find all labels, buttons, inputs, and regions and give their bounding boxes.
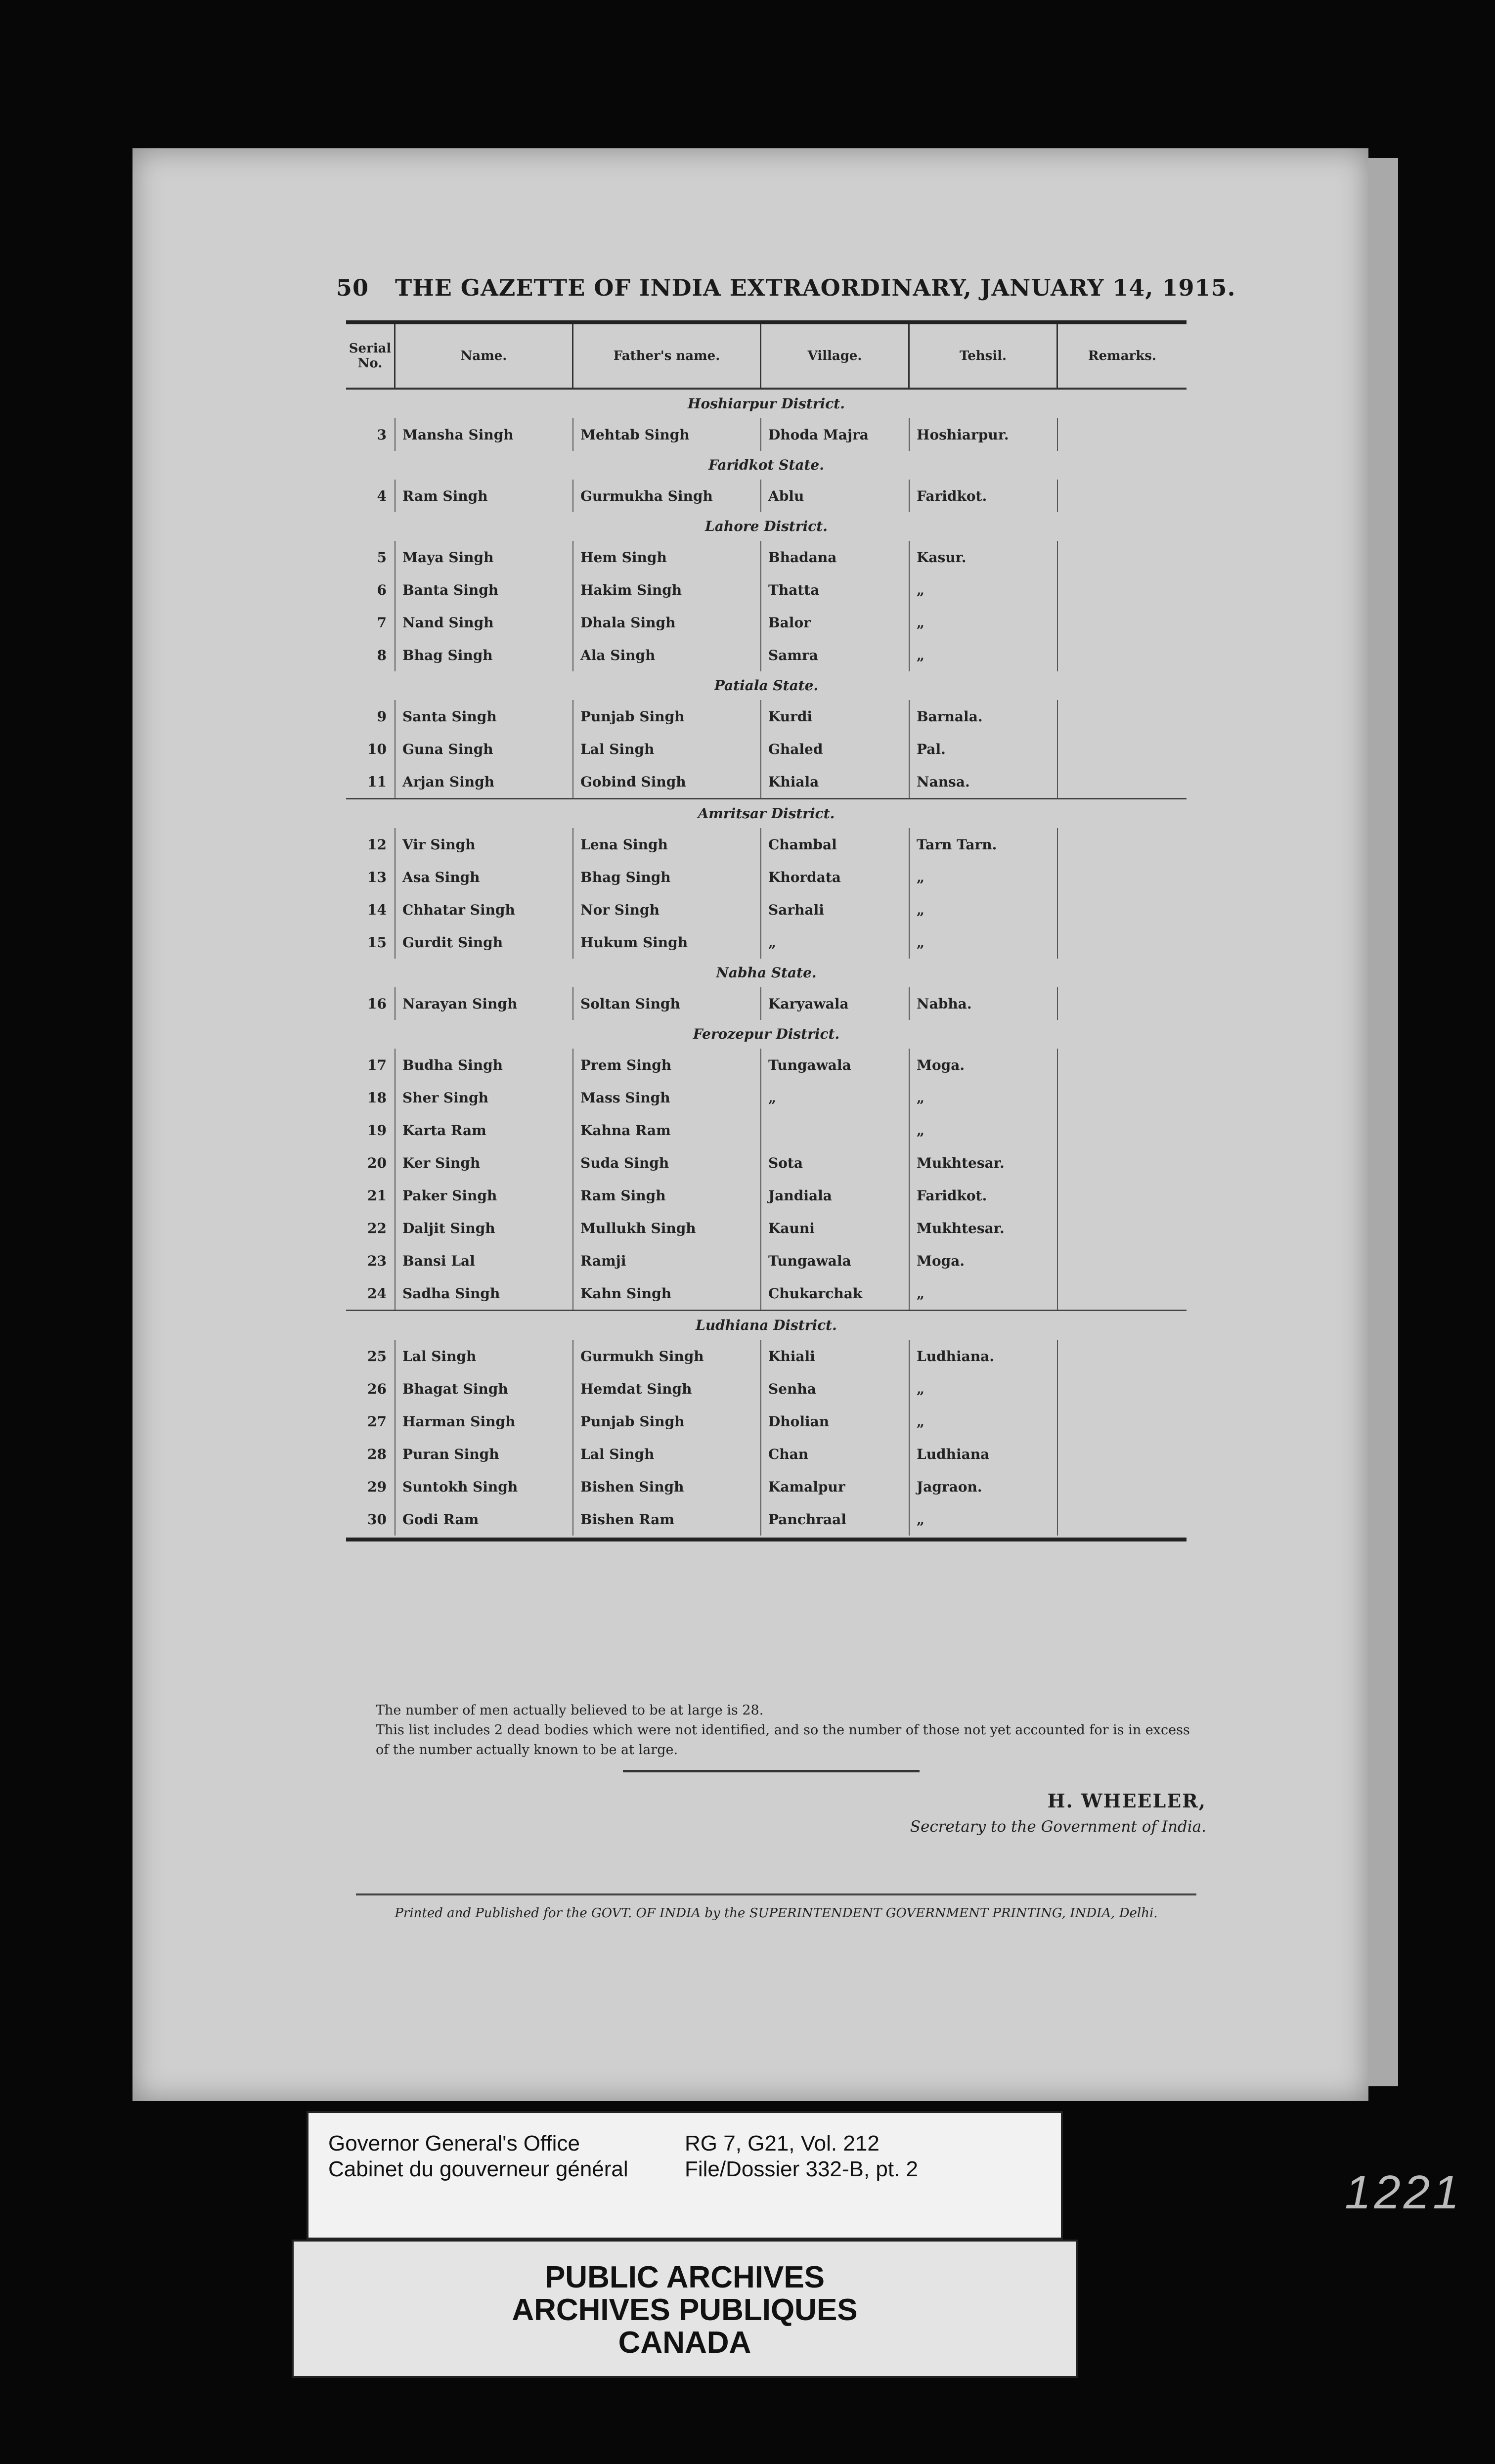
cell-remarks <box>1058 480 1187 512</box>
cell-tehsil: „ <box>910 1405 1058 1438</box>
cell-name: Chhatar Singh <box>396 893 573 926</box>
cell-father: Mass Singh <box>573 1081 761 1114</box>
cell-tehsil: Barnala. <box>910 700 1058 733</box>
cell-serial: 7 <box>346 606 396 639</box>
table-row <box>346 1212 1187 1244</box>
cell-father: Hem Singh <box>573 541 761 573</box>
table-row <box>346 541 1187 573</box>
cell-village: Kamalpur <box>761 1470 910 1503</box>
table-row <box>346 1277 1187 1310</box>
cell-village: Senha <box>761 1372 910 1405</box>
cell-father: Ram Singh <box>573 1179 761 1212</box>
col-serial: Serial No. <box>346 324 396 388</box>
cell-tehsil: „ <box>910 893 1058 926</box>
cell-tehsil: Mukhtesar. <box>910 1212 1058 1244</box>
note-at-large: The number of men actually believed to be at large is 28. <box>376 1703 764 1718</box>
cell-remarks <box>1058 1114 1187 1146</box>
table-row <box>346 861 1187 893</box>
cell-tehsil: „ <box>910 573 1058 606</box>
cell-tehsil: Tarn Tarn. <box>910 828 1058 861</box>
table-row <box>346 1049 1187 1081</box>
cell-serial: 10 <box>346 733 396 765</box>
cell-name: Godi Ram <box>396 1503 573 1536</box>
cell-serial: 29 <box>346 1470 396 1503</box>
table-row <box>346 700 1187 733</box>
cell-serial: 4 <box>346 480 396 512</box>
cell-name: Asa Singh <box>396 861 573 893</box>
cell-village: Thatta <box>761 573 910 606</box>
cell-name: Sadha Singh <box>396 1277 573 1310</box>
cell-village: Khiala <box>761 765 910 798</box>
table-row <box>346 1372 1187 1405</box>
stamp-line-en: PUBLIC ARCHIVES <box>544 2260 825 2294</box>
cell-name: Karta Ram <box>396 1114 573 1146</box>
table-row <box>346 828 1187 861</box>
cell-serial: 16 <box>346 987 396 1020</box>
table-row <box>346 1114 1187 1146</box>
cell-serial: 25 <box>346 1340 396 1372</box>
cell-tehsil: Mukhtesar. <box>910 1146 1058 1179</box>
cell-name: Gurdit Singh <box>396 926 573 959</box>
cell-serial: 12 <box>346 828 396 861</box>
cell-serial: 24 <box>346 1277 396 1310</box>
cell-father: Gurmukha Singh <box>573 480 761 512</box>
col-village: Village. <box>761 324 910 388</box>
cell-village: „ <box>761 1081 910 1114</box>
cell-serial: 6 <box>346 573 396 606</box>
cell-remarks <box>1058 1340 1187 1372</box>
signatory-title: Secretary to the Government of India. <box>910 1818 1206 1836</box>
cell-father: Lal Singh <box>573 733 761 765</box>
cell-remarks <box>1058 1244 1187 1277</box>
cell-serial: 22 <box>346 1212 396 1244</box>
cell-village: Chambal <box>761 828 910 861</box>
cell-serial: 15 <box>346 926 396 959</box>
cell-tehsil: Pal. <box>910 733 1058 765</box>
signatory-name: H. WHEELER, <box>1047 1790 1206 1812</box>
cell-village: Samra <box>761 639 910 671</box>
cell-name: Harman Singh <box>396 1405 573 1438</box>
cell-remarks <box>1058 639 1187 671</box>
signature-rule <box>623 1770 920 1772</box>
cell-name: Daljit Singh <box>396 1212 573 1244</box>
cell-village: Khordata <box>761 861 910 893</box>
casualty-table <box>346 320 1187 1541</box>
col-father: Father's name. <box>573 324 761 388</box>
cell-father: Nor Singh <box>573 893 761 926</box>
cell-village: Karyawala <box>761 987 910 1020</box>
cell-name: Suntokh Singh <box>396 1470 573 1503</box>
cell-name: Santa Singh <box>396 700 573 733</box>
cell-name: Ram Singh <box>396 480 573 512</box>
cell-remarks <box>1058 1049 1187 1081</box>
cell-village <box>761 1114 910 1146</box>
cell-remarks <box>1058 418 1187 451</box>
cell-village: Ghaled <box>761 733 910 765</box>
cell-remarks <box>1058 1212 1187 1244</box>
cell-tehsil: „ <box>910 606 1058 639</box>
signature-block <box>870 1790 1206 1836</box>
cell-remarks <box>1058 1277 1187 1310</box>
section-heading: Hoshiarpur District. <box>688 396 845 412</box>
page-edge <box>1368 158 1398 2086</box>
section-heading: Patiala State. <box>714 677 819 694</box>
cell-tehsil: Moga. <box>910 1244 1058 1277</box>
cell-father: Punjab Singh <box>573 700 761 733</box>
section-heading: Ludhiana District. <box>696 1317 837 1333</box>
cell-remarks <box>1058 606 1187 639</box>
cell-serial: 14 <box>346 893 396 926</box>
cell-father: Bishen Singh <box>573 1470 761 1503</box>
cell-father: Mehtab Singh <box>573 418 761 451</box>
cell-village: Sarhali <box>761 893 910 926</box>
table-row <box>346 1179 1187 1212</box>
cell-father: Bhag Singh <box>573 861 761 893</box>
gazette-title: THE GAZETTE OF INDIA EXTRAORDINARY, JANUARY 14, 1915. <box>395 274 1236 301</box>
table-header-row <box>346 324 1187 390</box>
file-dossier-ref: File/Dossier 332-B, pt. 2 <box>685 2157 918 2181</box>
microfilm-frame-number: 1221 <box>1345 2166 1462 2219</box>
col-remarks: Remarks. <box>1088 349 1156 363</box>
table-row <box>346 893 1187 926</box>
cell-remarks <box>1058 1179 1187 1212</box>
cell-serial: 11 <box>346 765 396 798</box>
cell-tehsil: „ <box>910 861 1058 893</box>
cell-name: Ker Singh <box>396 1146 573 1179</box>
col-tehsil: Tehsil. <box>910 324 1058 388</box>
cell-serial: 5 <box>346 541 396 573</box>
cell-tehsil: Kasur. <box>910 541 1058 573</box>
cell-village: Jandiala <box>761 1179 910 1212</box>
cell-village: Chukarchak <box>761 1277 910 1310</box>
cell-tehsil: „ <box>910 1114 1058 1146</box>
cell-village: Kurdi <box>761 700 910 733</box>
cell-remarks <box>1058 733 1187 765</box>
cell-remarks <box>1058 541 1187 573</box>
cell-serial: 8 <box>346 639 396 671</box>
section-heading: Nabha State. <box>716 965 817 981</box>
table-row <box>346 926 1187 959</box>
cell-tehsil: Nabha. <box>910 987 1058 1020</box>
cell-father: Gobind Singh <box>573 765 761 798</box>
table-row <box>346 1244 1187 1277</box>
cell-father: Hakim Singh <box>573 573 761 606</box>
cell-tehsil: Nansa. <box>910 765 1058 798</box>
cell-village: Panchraal <box>761 1503 910 1536</box>
cell-name: Bhag Singh <box>396 639 573 671</box>
office-english: Governor General's Office <box>328 2131 580 2156</box>
printer-imprint: Printed and Published for the GOVT. OF INDIA by the SUPERINTENDENT GOVERNMENT PRINTING, INDIA, Delhi. <box>395 1906 1158 1921</box>
cell-name: Sher Singh <box>396 1081 573 1114</box>
cell-village: Tungawala <box>761 1049 910 1081</box>
cell-name: Mansha Singh <box>396 418 573 451</box>
cell-tehsil: Ludhiana <box>910 1438 1058 1470</box>
table-row <box>346 480 1187 512</box>
cell-tehsil: Ludhiana. <box>910 1340 1058 1372</box>
cell-father: Prem Singh <box>573 1049 761 1081</box>
cell-father: Ramji <box>573 1244 761 1277</box>
cell-father: Mullukh Singh <box>573 1212 761 1244</box>
cell-serial: 23 <box>346 1244 396 1277</box>
stamp-line-country: CANADA <box>618 2326 751 2360</box>
cell-tehsil: Faridkot. <box>910 480 1058 512</box>
table-row <box>346 606 1187 639</box>
cell-serial: 19 <box>346 1114 396 1146</box>
cell-remarks <box>1058 1146 1187 1179</box>
cell-serial: 26 <box>346 1372 396 1405</box>
cell-remarks <box>1058 1405 1187 1438</box>
section-heading: Lahore District. <box>705 518 828 534</box>
cell-father: Kahna Ram <box>573 1114 761 1146</box>
cell-serial: 18 <box>346 1081 396 1114</box>
cell-name: Budha Singh <box>396 1049 573 1081</box>
table-bottom-rule <box>346 1538 1187 1541</box>
cell-remarks <box>1058 1503 1187 1536</box>
section-heading: Ferozepur District. <box>693 1026 840 1042</box>
cell-remarks <box>1058 765 1187 798</box>
cell-remarks <box>1058 1438 1187 1470</box>
cell-tehsil: „ <box>910 1372 1058 1405</box>
cell-serial: 13 <box>346 861 396 893</box>
cell-tehsil: Moga. <box>910 1049 1058 1081</box>
cell-tehsil: „ <box>910 926 1058 959</box>
cell-tehsil: „ <box>910 1081 1058 1114</box>
cell-father: Punjab Singh <box>573 1405 761 1438</box>
section-heading: Faridkot State. <box>708 457 824 473</box>
cell-village: Balor <box>761 606 910 639</box>
table-row <box>346 987 1187 1020</box>
footnotes <box>376 1701 1196 1760</box>
cell-name: Vir Singh <box>396 828 573 861</box>
table-row <box>346 1438 1187 1470</box>
cell-father: Lena Singh <box>573 828 761 861</box>
table-row <box>346 418 1187 451</box>
cell-father: Suda Singh <box>573 1146 761 1179</box>
cell-name: Arjan Singh <box>396 765 573 798</box>
cell-name: Lal Singh <box>396 1340 573 1372</box>
table-row <box>346 1503 1187 1536</box>
table-row <box>346 1470 1187 1503</box>
note-dead-bodies: This list includes 2 dead bodies which were not identified, and so the number of those not yet accounted for is in excess of the number actually known to be at large. <box>376 1722 1190 1758</box>
stamp-line-fr: ARCHIVES PUBLIQUES <box>512 2293 858 2327</box>
table-row <box>346 733 1187 765</box>
cell-serial: 3 <box>346 418 396 451</box>
cell-serial: 9 <box>346 700 396 733</box>
cell-name: Nand Singh <box>396 606 573 639</box>
cell-remarks <box>1058 987 1187 1020</box>
cell-tehsil: Faridkot. <box>910 1179 1058 1212</box>
cell-name: Maya Singh <box>396 541 573 573</box>
cell-father: Hukum Singh <box>573 926 761 959</box>
cell-remarks <box>1058 573 1187 606</box>
cell-tehsil: „ <box>910 639 1058 671</box>
imprint-rule <box>356 1893 1196 1895</box>
cell-name: Narayan Singh <box>396 987 573 1020</box>
table-row <box>346 573 1187 606</box>
cell-tehsil: „ <box>910 1277 1058 1310</box>
cell-tehsil: Jagraon. <box>910 1470 1058 1503</box>
cell-village: „ <box>761 926 910 959</box>
cell-father: Soltan Singh <box>573 987 761 1020</box>
section-heading: Amritsar District. <box>698 805 835 822</box>
cell-name: Banta Singh <box>396 573 573 606</box>
cell-serial: 20 <box>346 1146 396 1179</box>
cell-remarks <box>1058 893 1187 926</box>
cell-name: Bansi Lal <box>396 1244 573 1277</box>
cell-father: Hemdat Singh <box>573 1372 761 1405</box>
cell-serial: 21 <box>346 1179 396 1212</box>
cell-father: Kahn Singh <box>573 1277 761 1310</box>
cell-father: Dhala Singh <box>573 606 761 639</box>
page-number: 50 <box>336 274 369 301</box>
archives-stamp <box>292 2240 1078 2378</box>
cell-father: Lal Singh <box>573 1438 761 1470</box>
cell-name: Guna Singh <box>396 733 573 765</box>
cell-serial: 28 <box>346 1438 396 1470</box>
record-group-ref: RG 7, G21, Vol. 212 <box>685 2131 879 2156</box>
page-header <box>336 274 1236 301</box>
cell-village: Khiali <box>761 1340 910 1372</box>
cell-tehsil: „ <box>910 1503 1058 1536</box>
cell-village: Dholian <box>761 1405 910 1438</box>
table-row <box>346 1081 1187 1114</box>
cell-remarks <box>1058 861 1187 893</box>
cell-remarks <box>1058 926 1187 959</box>
table-body <box>346 390 1187 1536</box>
cell-father: Bishen Ram <box>573 1503 761 1536</box>
cell-tehsil: Hoshiarpur. <box>910 418 1058 451</box>
table-top-rule <box>346 320 1187 324</box>
cell-serial: 30 <box>346 1503 396 1536</box>
cell-remarks <box>1058 1372 1187 1405</box>
cell-village: Bhadana <box>761 541 910 573</box>
table-row <box>346 639 1187 671</box>
cell-village: Dhoda Majra <box>761 418 910 451</box>
archive-reference-label <box>307 2111 1063 2240</box>
cell-village: Ablu <box>761 480 910 512</box>
cell-village: Chan <box>761 1438 910 1470</box>
table-row <box>346 765 1187 798</box>
office-french: Cabinet du gouverneur général <box>328 2157 628 2181</box>
col-name: Name. <box>396 324 573 388</box>
table-row <box>346 1146 1187 1179</box>
cell-remarks <box>1058 700 1187 733</box>
cell-serial: 27 <box>346 1405 396 1438</box>
cell-village: Tungawala <box>761 1244 910 1277</box>
cell-name: Puran Singh <box>396 1438 573 1470</box>
cell-remarks <box>1058 1081 1187 1114</box>
cell-father: Gurmukh Singh <box>573 1340 761 1372</box>
cell-remarks <box>1058 1470 1187 1503</box>
cell-name: Paker Singh <box>396 1179 573 1212</box>
cell-village: Kauni <box>761 1212 910 1244</box>
cell-serial: 17 <box>346 1049 396 1081</box>
cell-village: Sota <box>761 1146 910 1179</box>
table-row <box>346 1340 1187 1372</box>
cell-father: Ala Singh <box>573 639 761 671</box>
cell-remarks <box>1058 828 1187 861</box>
table-row <box>346 1405 1187 1438</box>
cell-name: Bhagat Singh <box>396 1372 573 1405</box>
